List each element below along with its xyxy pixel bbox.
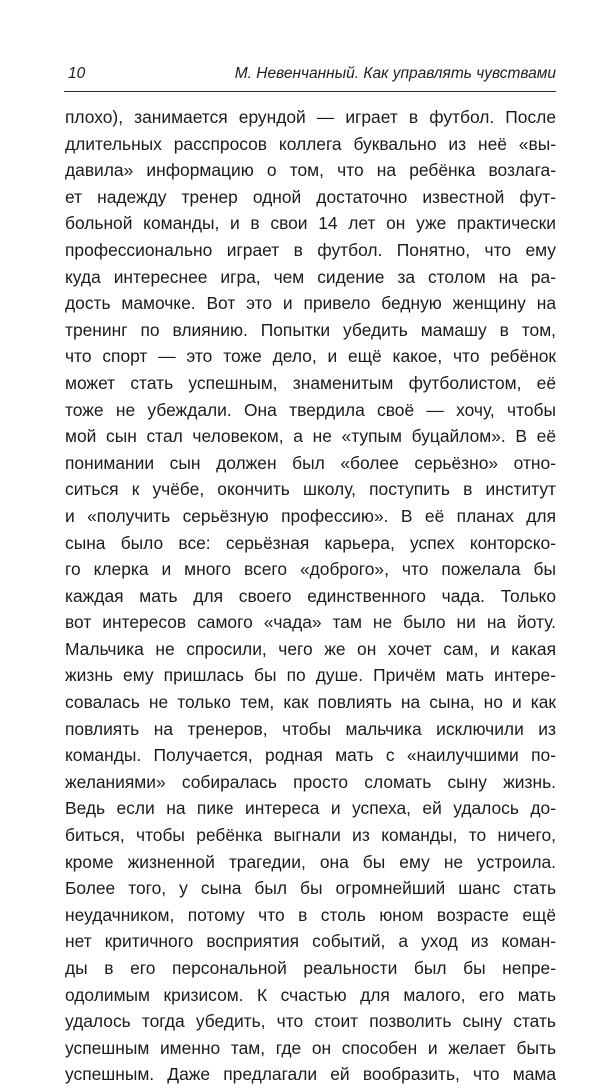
text-line: нет критичного восприятия событий, а уход из коман- [65, 931, 556, 952]
text-line: вот интересов самого «чада» там не было ни на йоту. [65, 612, 556, 633]
text-line: совалась не только тем, как повлиять на сына, но и как [65, 692, 556, 713]
text-line: мой сын стал человеком, а не «тупым буцайлом». В её [65, 426, 556, 447]
text-line: повлиять на тренеров, чтобы мальчика исключили из [65, 718, 556, 739]
text-line: удалось тогда убедить, что стоит позволить сыну стать [65, 1011, 556, 1032]
text-line: одолимым кризисом. К счастью для малого, его мать [65, 984, 556, 1005]
text-line: и «получить серьёзную профессию». В её планах для [65, 505, 556, 526]
text-line: понимании сын должен был «более серьёзно» отно- [65, 452, 556, 473]
running-header [68, 62, 556, 86]
page-number: 10 [68, 65, 86, 82]
text-line: жизнь ему пришлась бы по душе. Причём мать интере- [65, 665, 556, 686]
text-line: ет надежду тренер одной достаточно известной фут- [65, 186, 556, 207]
text-line: неудачником, потому что в столь юном возрасте ещё [65, 904, 556, 925]
text-line: Мальчика не спросили, чего же он хочет сам, и какая [65, 638, 556, 659]
header-divider [64, 91, 556, 92]
text-line: ды в его персональной реальности был бы непре- [65, 958, 556, 978]
text-line: может стать успешным, знаменитым футболистом, её [65, 372, 556, 393]
text-line: давила» информацию о том, что на ребёнка возлага- [65, 160, 556, 181]
text-line: го клерка и много всего «доброго», что пожелала бы [65, 559, 556, 580]
text-line: каждая мать для своего единственного чада. Только [65, 585, 556, 606]
text-line: плохо), занимается ерундой — играет в футбол. После [65, 107, 556, 127]
body-text [65, 104, 556, 1088]
text-line: что спорт — это тоже дело, и ещё какое, что ребёнок [65, 346, 556, 367]
text-line: дость мамочке. Вот это и привело бедную женщину на [65, 293, 556, 314]
text-line: профессионально играет в футбол. Понятно, что ему [65, 239, 556, 260]
text-line: команды. Получается, родная мать с «наилучшими по- [65, 745, 556, 766]
text-line: ситься к учёбе, окончить школу, поступить в институт [65, 479, 556, 500]
text-line: тоже не убеждали. Она твердила своё — хочу, чтобы [65, 399, 556, 420]
text-line: кроме жизненной трагедии, она бы ему не устроила. [65, 851, 556, 872]
text-line: желаниями» собиралась просто сломать сыну жизнь. [65, 771, 556, 792]
text-line: длительных расспросов коллега буквально из неё «вы- [65, 133, 556, 154]
text-line: успешным. Даже предлагали ей вообразить, что мама [65, 1064, 556, 1085]
running-header-title: М. Невенчанный. Как управлять чувствами [234, 65, 556, 82]
text-line: куда интереснее игра, чем сидение за столом на ра- [65, 266, 556, 287]
text-line: биться, чтобы ребёнка выгнали из команды, то ничего, [65, 825, 556, 846]
text-line: сына было все: серьёзная карьера, успех конторско- [65, 532, 556, 553]
text-line: успешным именно там, где он способен и желает быть [65, 1037, 556, 1058]
text-line: больной команды, и в свои 14 лет он уже практически [65, 213, 556, 234]
text-line: Ведь если на пике интереса и успеха, ей удалось до- [65, 798, 556, 819]
text-line: тренинг по влиянию. Попытки убедить мамашу в том, [65, 319, 556, 340]
text-line: Более того, у сына был бы огромнейший шанс стать [65, 878, 556, 899]
